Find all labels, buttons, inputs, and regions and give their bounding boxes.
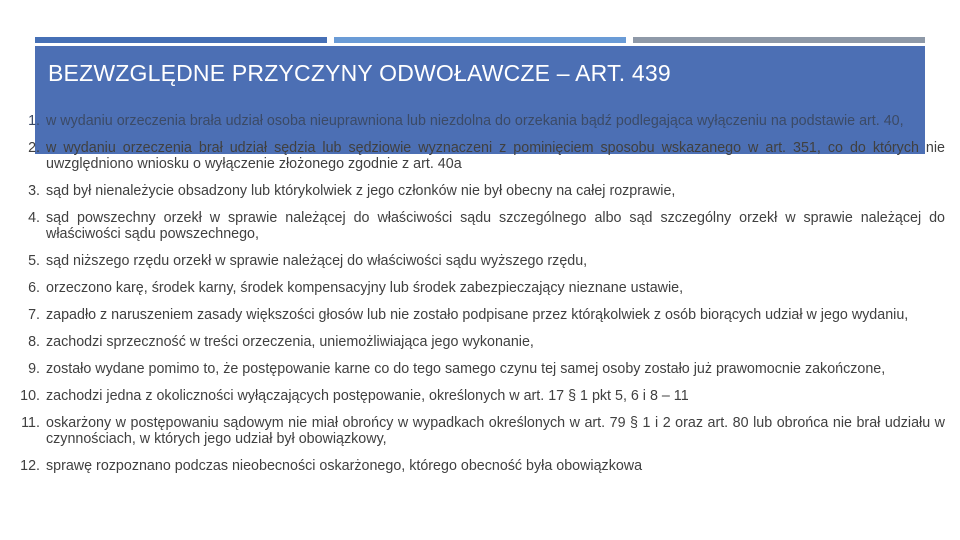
list-item	[0, 361, 945, 377]
list-item	[0, 334, 945, 350]
list-item	[0, 210, 945, 242]
list-item-number: 10.	[20, 388, 40, 404]
list-item-number: 11.	[21, 415, 40, 431]
list-item	[0, 253, 945, 269]
list-item	[0, 280, 945, 296]
list-item	[0, 388, 945, 404]
article-list	[0, 113, 945, 485]
list-item-text: sąd powszechny orzekł w sprawie należącej do właściwości sądu szczególnego albo sąd szczególny orzekł w sprawie należącej do właściwości sądu powszechnego,	[46, 210, 945, 242]
accent-bar-middle	[334, 37, 626, 43]
list-item-text: w wydaniu orzeczenia brała udział osoba nieuprawniona lub niezdolna do orzekania bądź podlegająca wyłączeniu na podstawie art. 40,	[46, 113, 904, 129]
list-item-number: 2.	[28, 140, 40, 156]
list-item-number: 6.	[28, 280, 40, 296]
list-item-text: w wydaniu orzeczenia brał udział sędzia lub sędziowie wyznaczeni z pominięciem sposobu wskazanego w art. 351, co do których nie uwzględniono wniosku o wyłączenie złożonego zgodnie z art. 40a	[46, 140, 945, 172]
list-item-number: 7.	[28, 307, 40, 323]
list-item-number: 4.	[28, 210, 40, 226]
list-item-text: zapadło z naruszeniem zasady większości głosów lub nie zostało podpisane przez którąkolwiek z osób biorących udział w jego wydaniu,	[46, 307, 909, 323]
list-item	[0, 415, 945, 447]
accent-bar-left	[35, 37, 327, 43]
list-item	[0, 113, 945, 129]
list-item-text: zachodzi jedna z okoliczności wyłączających postępowanie, określonych w art. 17 § 1 pkt 5, 6 i 8 – 11	[46, 388, 689, 404]
list-item	[0, 140, 945, 172]
slide-title: BEZWZGLĘDNE PRZYCZYNY ODWOŁAWCZE – ART. 439	[48, 60, 671, 86]
list-item-number: 9.	[28, 361, 40, 377]
list-item-text: oskarżony w postępowaniu sądowym nie miał obrońcy w wypadkach określonych w art. 79 § 1 i 2 oraz art. 80 lub obrońca nie brał udziału w czynnościach, w których jego udział był obowiązkowy,	[46, 415, 945, 447]
list-item-number: 8.	[28, 334, 40, 350]
list-item-text: zachodzi sprzeczność w treści orzeczenia, uniemożliwiająca jego wykonanie,	[46, 334, 534, 350]
list-item	[0, 458, 945, 474]
list-item-text: sąd był nienależycie obsadzony lub którykolwiek z jego członków nie był obecny na całej rozprawie,	[46, 183, 676, 199]
list-item	[0, 183, 945, 199]
accent-bar-right	[633, 37, 925, 43]
list-item-number: 1.	[28, 113, 40, 129]
list-item-number: 3.	[28, 183, 40, 199]
list-item-text: sprawę rozpoznano podczas nieobecności oskarżonego, którego obecność była obowiązkowa	[46, 458, 643, 474]
list-item-text: orzeczono karę, środek karny, środek kompensacyjny lub środek zabezpieczający nieznane ustawie,	[46, 280, 684, 296]
list-item-number: 5.	[28, 253, 40, 269]
list-item-number: 12.	[20, 458, 40, 474]
list-item	[0, 307, 945, 323]
list-item-text: zostało wydane pomimo to, że postępowanie karne co do tego samego czynu tej samej osoby zostało już prawomocnie zakończone,	[46, 361, 886, 377]
list-item-text: sąd niższego rzędu orzekł w sprawie należącej do właściwości sądu wyższego rzędu,	[46, 253, 588, 269]
